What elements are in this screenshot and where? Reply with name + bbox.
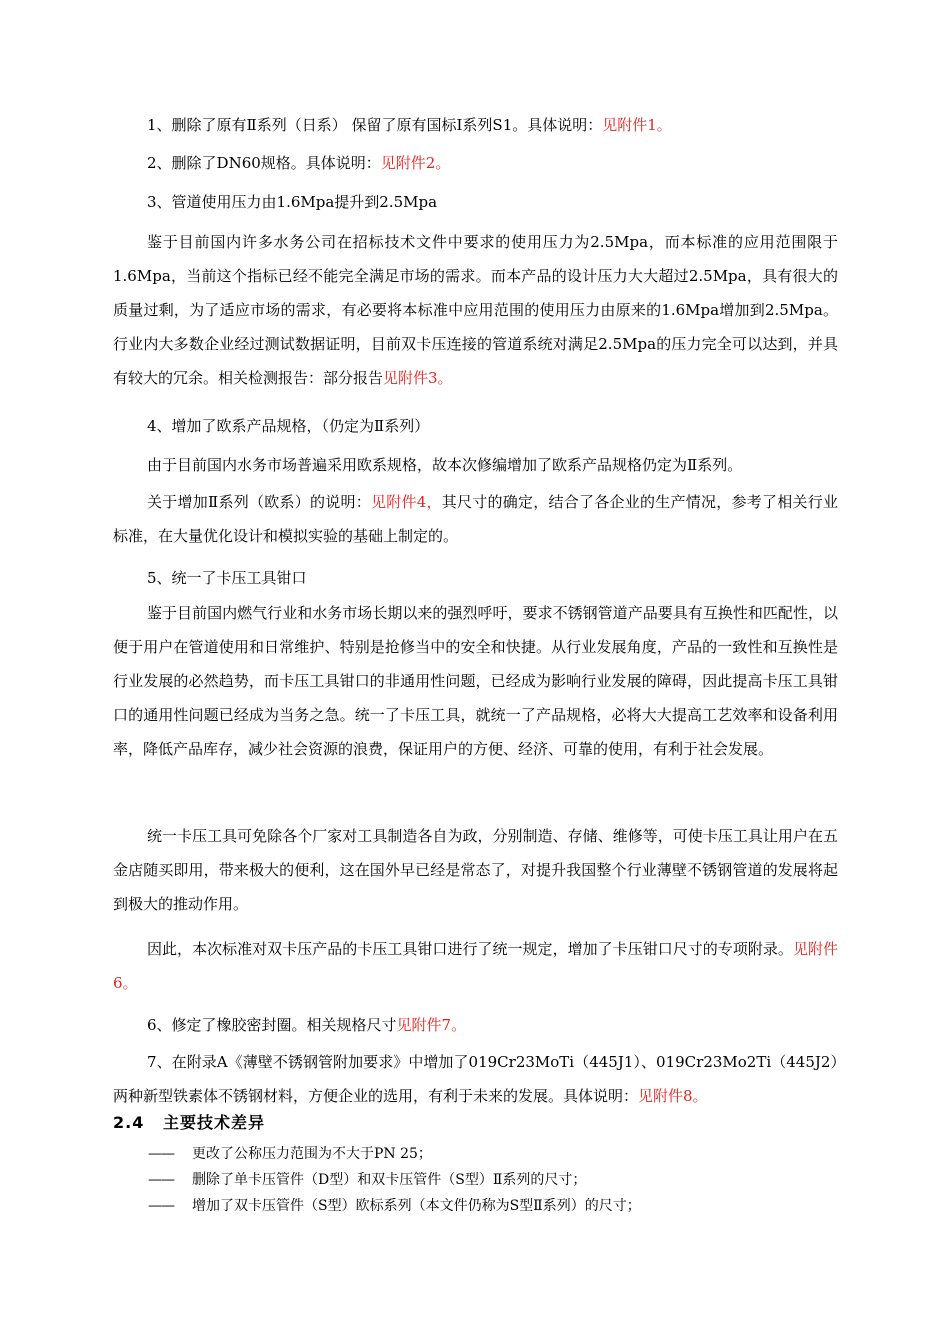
appendix-link[interactable]: 见附件1。 [602,116,672,134]
section-title: 主要技术差异 [163,1113,266,1132]
paragraph-text: 关于增加Ⅱ系列（欧系）的说明： [147,493,371,511]
appendix-link[interactable]: 见附件2。 [380,154,451,172]
paragraph-text: 2、删除了DN60规格。具体说明： [147,154,381,172]
dash-item-text: 增加了双卡压管件（S型）欧标系列（本文件仍称为S型Ⅱ系列）的尺寸； [192,1198,641,1214]
section-heading [113,1110,265,1136]
section-number: 2.4 [113,1113,145,1132]
paragraph-item-2 [113,146,838,180]
paragraph-item-4 [113,409,838,443]
appendix-link[interactable]: 见附件8。 [638,1087,708,1105]
paragraph-text: 4、增加了欧系产品规格，（仍定为Ⅱ系列） [147,417,430,435]
appendix-link[interactable]: 见附件4， [370,493,442,511]
appendix-link[interactable]: 见附件7。 [396,1016,467,1034]
paragraph-tool-jaw [113,596,838,766]
paragraph-text: 3、管道使用压力由1.6Mpa提升到2.5Mpa [147,193,438,211]
paragraph-euro-spec [113,448,838,482]
paragraph-text: 统一卡压工具可免除各个厂家对工具制造各自为政，分别制造、存储、维修等，可使卡压工具让用户在五金店随买即用，带来极大的便利，这在国外早已经是常态了，对提升我国整个行业薄壁不锈钢管道的发展将起到极大的推动作用。 [113,827,838,913]
paragraph-item-7 [113,1045,838,1113]
paragraph-item-3 [113,185,838,219]
paragraph-text: 7、在附录A《薄壁不锈钢管附加要求》中增加了019Cr23MoTi（445J1）、019Cr23Mo2Ti（445J2）两种新型铁素体不锈钢材料，方便企业的选用，有利于未来的发展。具体说明： [113,1053,838,1105]
appendix-link[interactable]: 见附件3。 [383,369,453,387]
paragraph-item-1 [113,108,838,142]
paragraph-item-6 [113,1008,838,1042]
paragraph-pressure [113,225,838,395]
paragraph-text: 因此，本次标准对双卡压产品的卡压工具钳口进行了统一规定，增加了卡压钳口尺寸的专项附录。 [147,940,793,958]
dash-marker: —— [148,1198,174,1214]
paragraph-text: 1、删除了原有Ⅱ系列（日系） 保留了原有国标Ⅰ系列S1。具体说明： [147,116,603,134]
paragraph-text: 鉴于目前国内燃气行业和水务市场长期以来的强烈呼吁，要求不锈钢管道产品要具有互换性和匹配性，以便于用户在管道使用和日常维护、特别是抢修当中的安全和快捷。从行业发展角度，产品的一致性和互换性是行业发展的必然趋势，而卡压工具钳口的非通用性问题，已经成为影响行业发展的障碍，因此提高卡压工具钳口的通用性问题已经成为当务之急。统一了卡压工具，就统一了产品规格，必将大大提高工艺效率和设备利用率，降低产品库存，减少社会资源的浪费，保证用户的方便、经济、可靠的使用，有利于社会发展。 [113,604,838,758]
dash-item-text: 更改了公称压力范围为不大于PN 25； [192,1146,432,1162]
paragraph-text: 其尺寸的确定，结合了各企业的生产情况，参考了相关行业标准，在大量优化设计和模拟实验的基础上制定的。 [113,493,838,545]
paragraph-tool-appendix [113,932,838,1000]
paragraph-tool-unify [113,819,838,921]
appendix-link[interactable]: 见附件6。 [113,940,838,992]
dash-list-item [148,1168,586,1192]
dash-list-item [148,1142,432,1166]
paragraph-text: 5、统一了卡压工具钳口 [147,569,307,587]
paragraph-text: 鉴于目前国内许多水务公司在招标技术文件中要求的使用压力为2.5Mpa，而本标准的应用范围限于1.6Mpa，当前这个指标已经不能完全满足市场的需求。而本产品的设计压力大大超过2.5Mpa，具有很大的质量过剩，为了适应市场的需求，有必要将本标准中应用范围的使用压力由原来的1.6Mpa增加到2.5Mpa。行业内大多数企业经过测试数据证明，目前双卡压连接的管道系统对满足2.5Mpa的压力完全可以达到，并具有较大的冗余。相关检测报告：部分报告 [113,233,838,387]
dash-marker: —— [148,1146,174,1162]
dash-marker: —— [148,1172,174,1188]
paragraph-text: 6、修定了橡胶密封圈。相关规格尺寸 [147,1016,397,1034]
dash-list-item [148,1194,641,1218]
paragraph-text: 由于目前国内水务市场普遍采用欧系规格，故本次修编增加了欧系产品规格仍定为Ⅱ系列。 [147,456,743,474]
paragraph-series-note [113,485,838,553]
paragraph-item-5 [113,561,838,595]
dash-item-text: 删除了单卡压管件（D型）和双卡压管件（S型）Ⅱ系列的尺寸； [192,1172,587,1188]
